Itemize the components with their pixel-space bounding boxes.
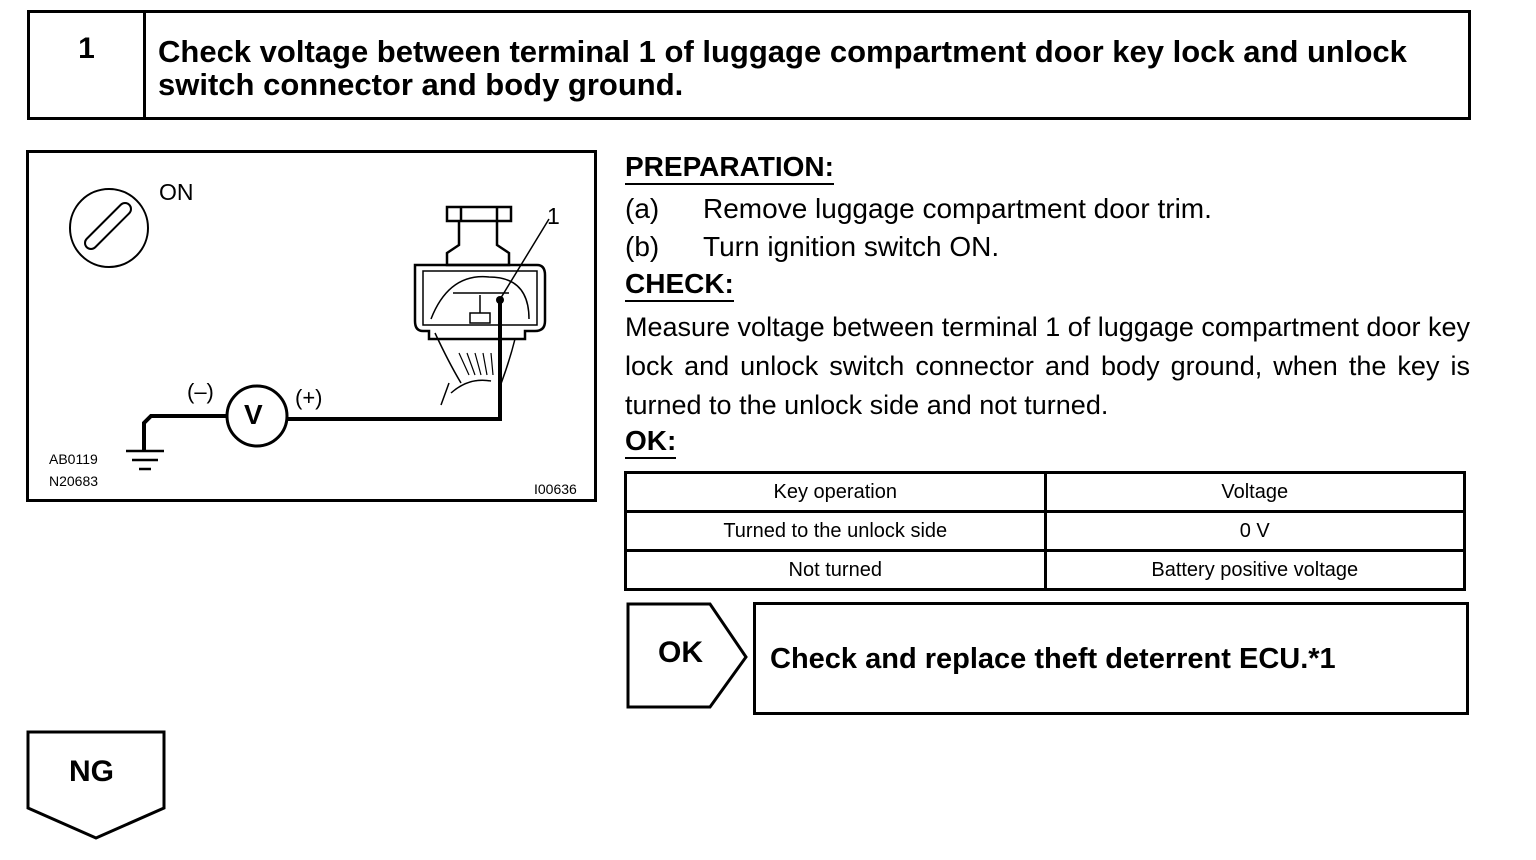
- ok-result-box: [753, 602, 1469, 715]
- check-heading: CHECK:: [625, 268, 734, 302]
- ok-label: OK: [658, 636, 703, 669]
- plus-label: (+): [295, 385, 323, 410]
- table-header-row: [626, 473, 1465, 512]
- ignition-key-icon: [70, 189, 148, 267]
- preparation-marker: (a): [625, 193, 660, 224]
- ng-label: NG: [69, 755, 114, 788]
- figure-code-1: AB0119: [49, 451, 98, 467]
- table-cell: Not turned: [626, 551, 1046, 590]
- table-header: Voltage: [1045, 473, 1465, 512]
- ok-heading: OK:: [625, 425, 676, 459]
- voltmeter-label: V: [244, 399, 263, 430]
- ground-icon: [126, 451, 164, 469]
- on-label: ON: [159, 179, 194, 205]
- table-cell: Turned to the unlock side: [626, 512, 1046, 551]
- minus-label: (–): [187, 379, 214, 404]
- check-text: Measure voltage between terminal 1 of luggage compartment door key lock and unlock switch connector and body ground, when the key is turned to the unlock side and not turned.: [625, 312, 1470, 420]
- terminal-label: 1: [547, 203, 560, 229]
- step-header: [27, 10, 1471, 120]
- table-cell: 0 V: [1045, 512, 1465, 551]
- step-number: 1: [30, 13, 146, 117]
- preparation-marker: (b): [625, 231, 660, 262]
- figure-code-2: N20683: [49, 473, 99, 489]
- preparation-heading: PREPARATION:: [625, 151, 834, 185]
- figure-code-3: I00636: [534, 481, 577, 497]
- voltmeter-icon: [144, 296, 504, 451]
- preparation-text: Remove luggage compartment door trim.: [703, 193, 1212, 224]
- connector-icon: [415, 207, 549, 405]
- preparation-text: Turn ignition switch ON.: [703, 231, 1000, 262]
- wiring-diagram: [26, 150, 597, 502]
- preparation-item: [625, 193, 1212, 225]
- table-row: [626, 551, 1465, 590]
- ok-result-action: Check and replace theft deterrent ECU.*1: [770, 643, 1336, 675]
- diagram-drawing: [29, 153, 594, 499]
- table-cell: Battery positive voltage: [1045, 551, 1465, 590]
- ok-table: [624, 471, 1466, 591]
- table-row: [626, 512, 1465, 551]
- preparation-item: [625, 231, 999, 263]
- step-title: Check voltage between terminal 1 of luggage compartment door key lock and unlock switch connector and body ground.: [158, 34, 1407, 102]
- table-header: Key operation: [626, 473, 1046, 512]
